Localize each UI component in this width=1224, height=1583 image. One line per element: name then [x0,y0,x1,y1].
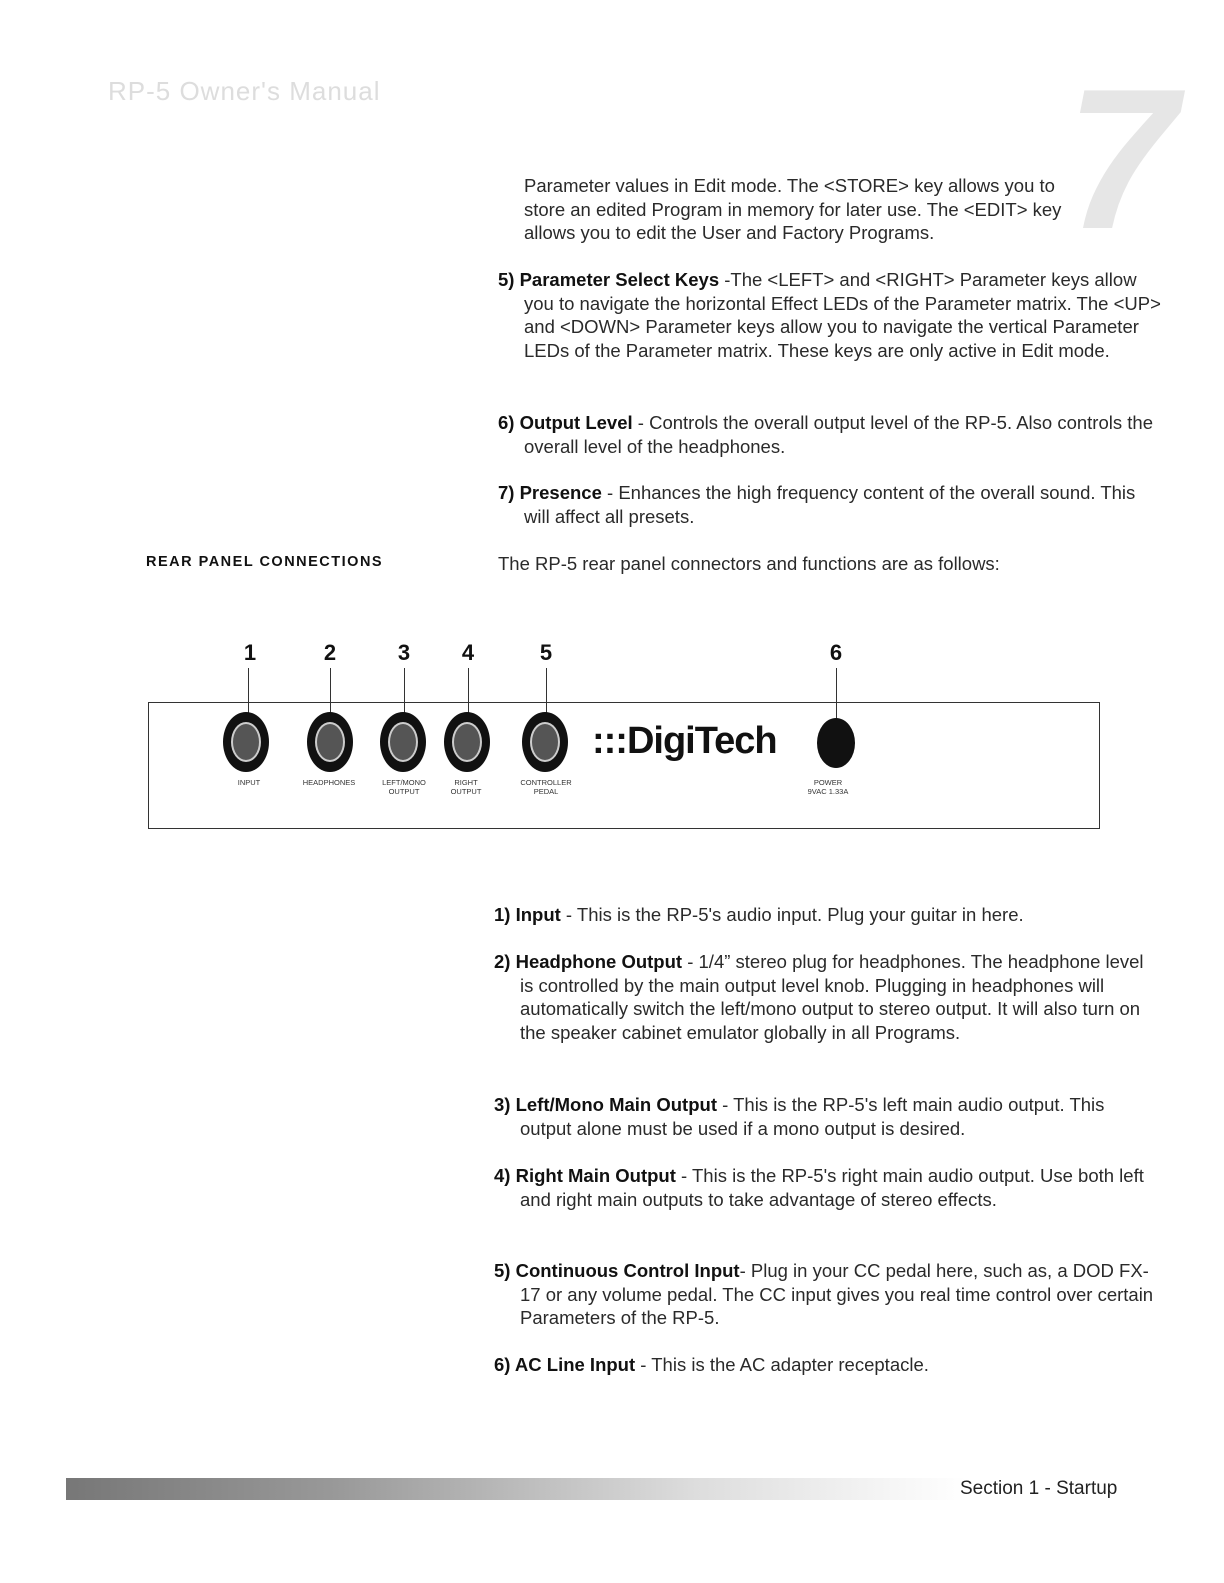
jack-label [808,778,849,796]
section-heading: REAR PANEL CONNECTIONS [146,554,384,570]
label-line: OUTPUT [450,787,482,796]
item-text: - Plug in your CC pedal here, such as, a DOD FX-17 or any volume pedal. The CC input gives you real time control over certain Parameters of the RP-5. [520,1260,1154,1328]
item-text: - Enhances the high frequency content of the overall sound. This will affect all presets. [524,482,1136,527]
item-text: -The <LEFT> and <RIGHT> Parameter keys allow you to navigate the horizontal Effect LEDs of the Parameter matrix. The <UP> and <DOWN> Parameter keys allow you to navigate the vertical Parameter LEDs of the Parameter matrix. These keys are only active in Edit mode. [524,269,1161,361]
callout-2: 2 [323,640,337,665]
item-text: - This is the RP-5's audio input. Plug your guitar in here. [560,904,1024,925]
callout-1: 1 [243,640,257,665]
label-line: OUTPUT [388,787,420,796]
label-line: HEADPHONES [302,778,356,787]
front-item-7 [498,481,1164,528]
label-line: INPUT [237,778,261,787]
front-item-6 [498,411,1164,458]
power-jack-icon [817,718,855,768]
running-header: RP-5 Owner's Manual [108,76,381,106]
item-title: 6) Output Level [498,412,633,433]
rear-item-1 [494,903,1160,927]
label-line: 9VAC 1.33A [807,787,849,796]
item-text: - Controls the overall output level of the RP-5. Also controls the overall level of the headphones. [524,412,1153,457]
item-title: 5) Parameter Select Keys [498,269,720,290]
line: Parameter values in Edit mode. The <STORE> key allows you to [524,175,1055,196]
item-title: 3) Left/Mono Main Output [494,1094,717,1115]
jack-label [303,778,356,787]
item-title: 1) Input [494,904,561,925]
callout-6: 6 [829,640,843,665]
input-jack-icon [223,712,269,772]
label-line: POWER [813,778,843,787]
label-line: CONTROLLER [520,778,572,787]
rear-item-6 [494,1353,1160,1377]
front-item-5 [498,268,1164,362]
left-output-jack-icon [380,712,426,772]
label-line: RIGHT [454,778,478,787]
callout-4: 4 [461,640,475,665]
callout-3: 3 [397,640,411,665]
jack-label [382,778,426,796]
section-intro: The RP-5 rear panel connectors and functions are as follows: [498,553,1000,574]
label-line: LEFT/MONO [382,778,426,787]
jack-label [238,778,261,787]
callout-5: 5 [539,640,553,665]
right-output-jack-icon [444,712,490,772]
jack-label [451,778,482,796]
item-text: - 1/4” stereo plug for headphones. The headphone level is controlled by the main output level knob. Plugging in headphones will automatically switch the left/mono output to stereo output. It will also turn on the speaker cabinet emulator globally in all Programs. [520,951,1144,1043]
line: allows you to edit the User and Factory Programs. [524,222,935,243]
item-text: - This is the RP-5's right main audio output. Use both left and right main outputs to take advantage of stereo effects. [520,1165,1144,1210]
rear-item-2 [494,950,1160,1044]
intro-paragraph [524,174,1061,245]
line: store an edited Program in memory for later use. The <EDIT> key [524,198,1062,220]
item-title: 4) Right Main Output [494,1165,676,1186]
label-line: PEDAL [533,787,559,796]
item-title: 5) Continuous Control Input [494,1260,740,1281]
item-text: - This is the AC adapter receptacle. [635,1354,929,1375]
digitech-logo: :::DigiTech [592,720,777,762]
footer-bar [66,1478,966,1500]
rear-item-3 [494,1093,1160,1140]
item-text: - This is the RP-5's left main audio output. This output alone must be used if a mono output is desired. [520,1094,1105,1139]
rear-item-5 [494,1259,1160,1330]
page-number: 7 [1066,48,1178,271]
item-title: 7) Presence [498,482,602,503]
controller-jack-icon [522,712,568,772]
headphones-jack-icon [307,712,353,772]
item-title: 6) AC Line Input [494,1354,636,1375]
jack-label [520,778,571,796]
footer-section: Section 1 - Startup [960,1478,1118,1499]
rear-item-4 [494,1164,1160,1211]
item-title: 2) Headphone Output [494,951,683,972]
